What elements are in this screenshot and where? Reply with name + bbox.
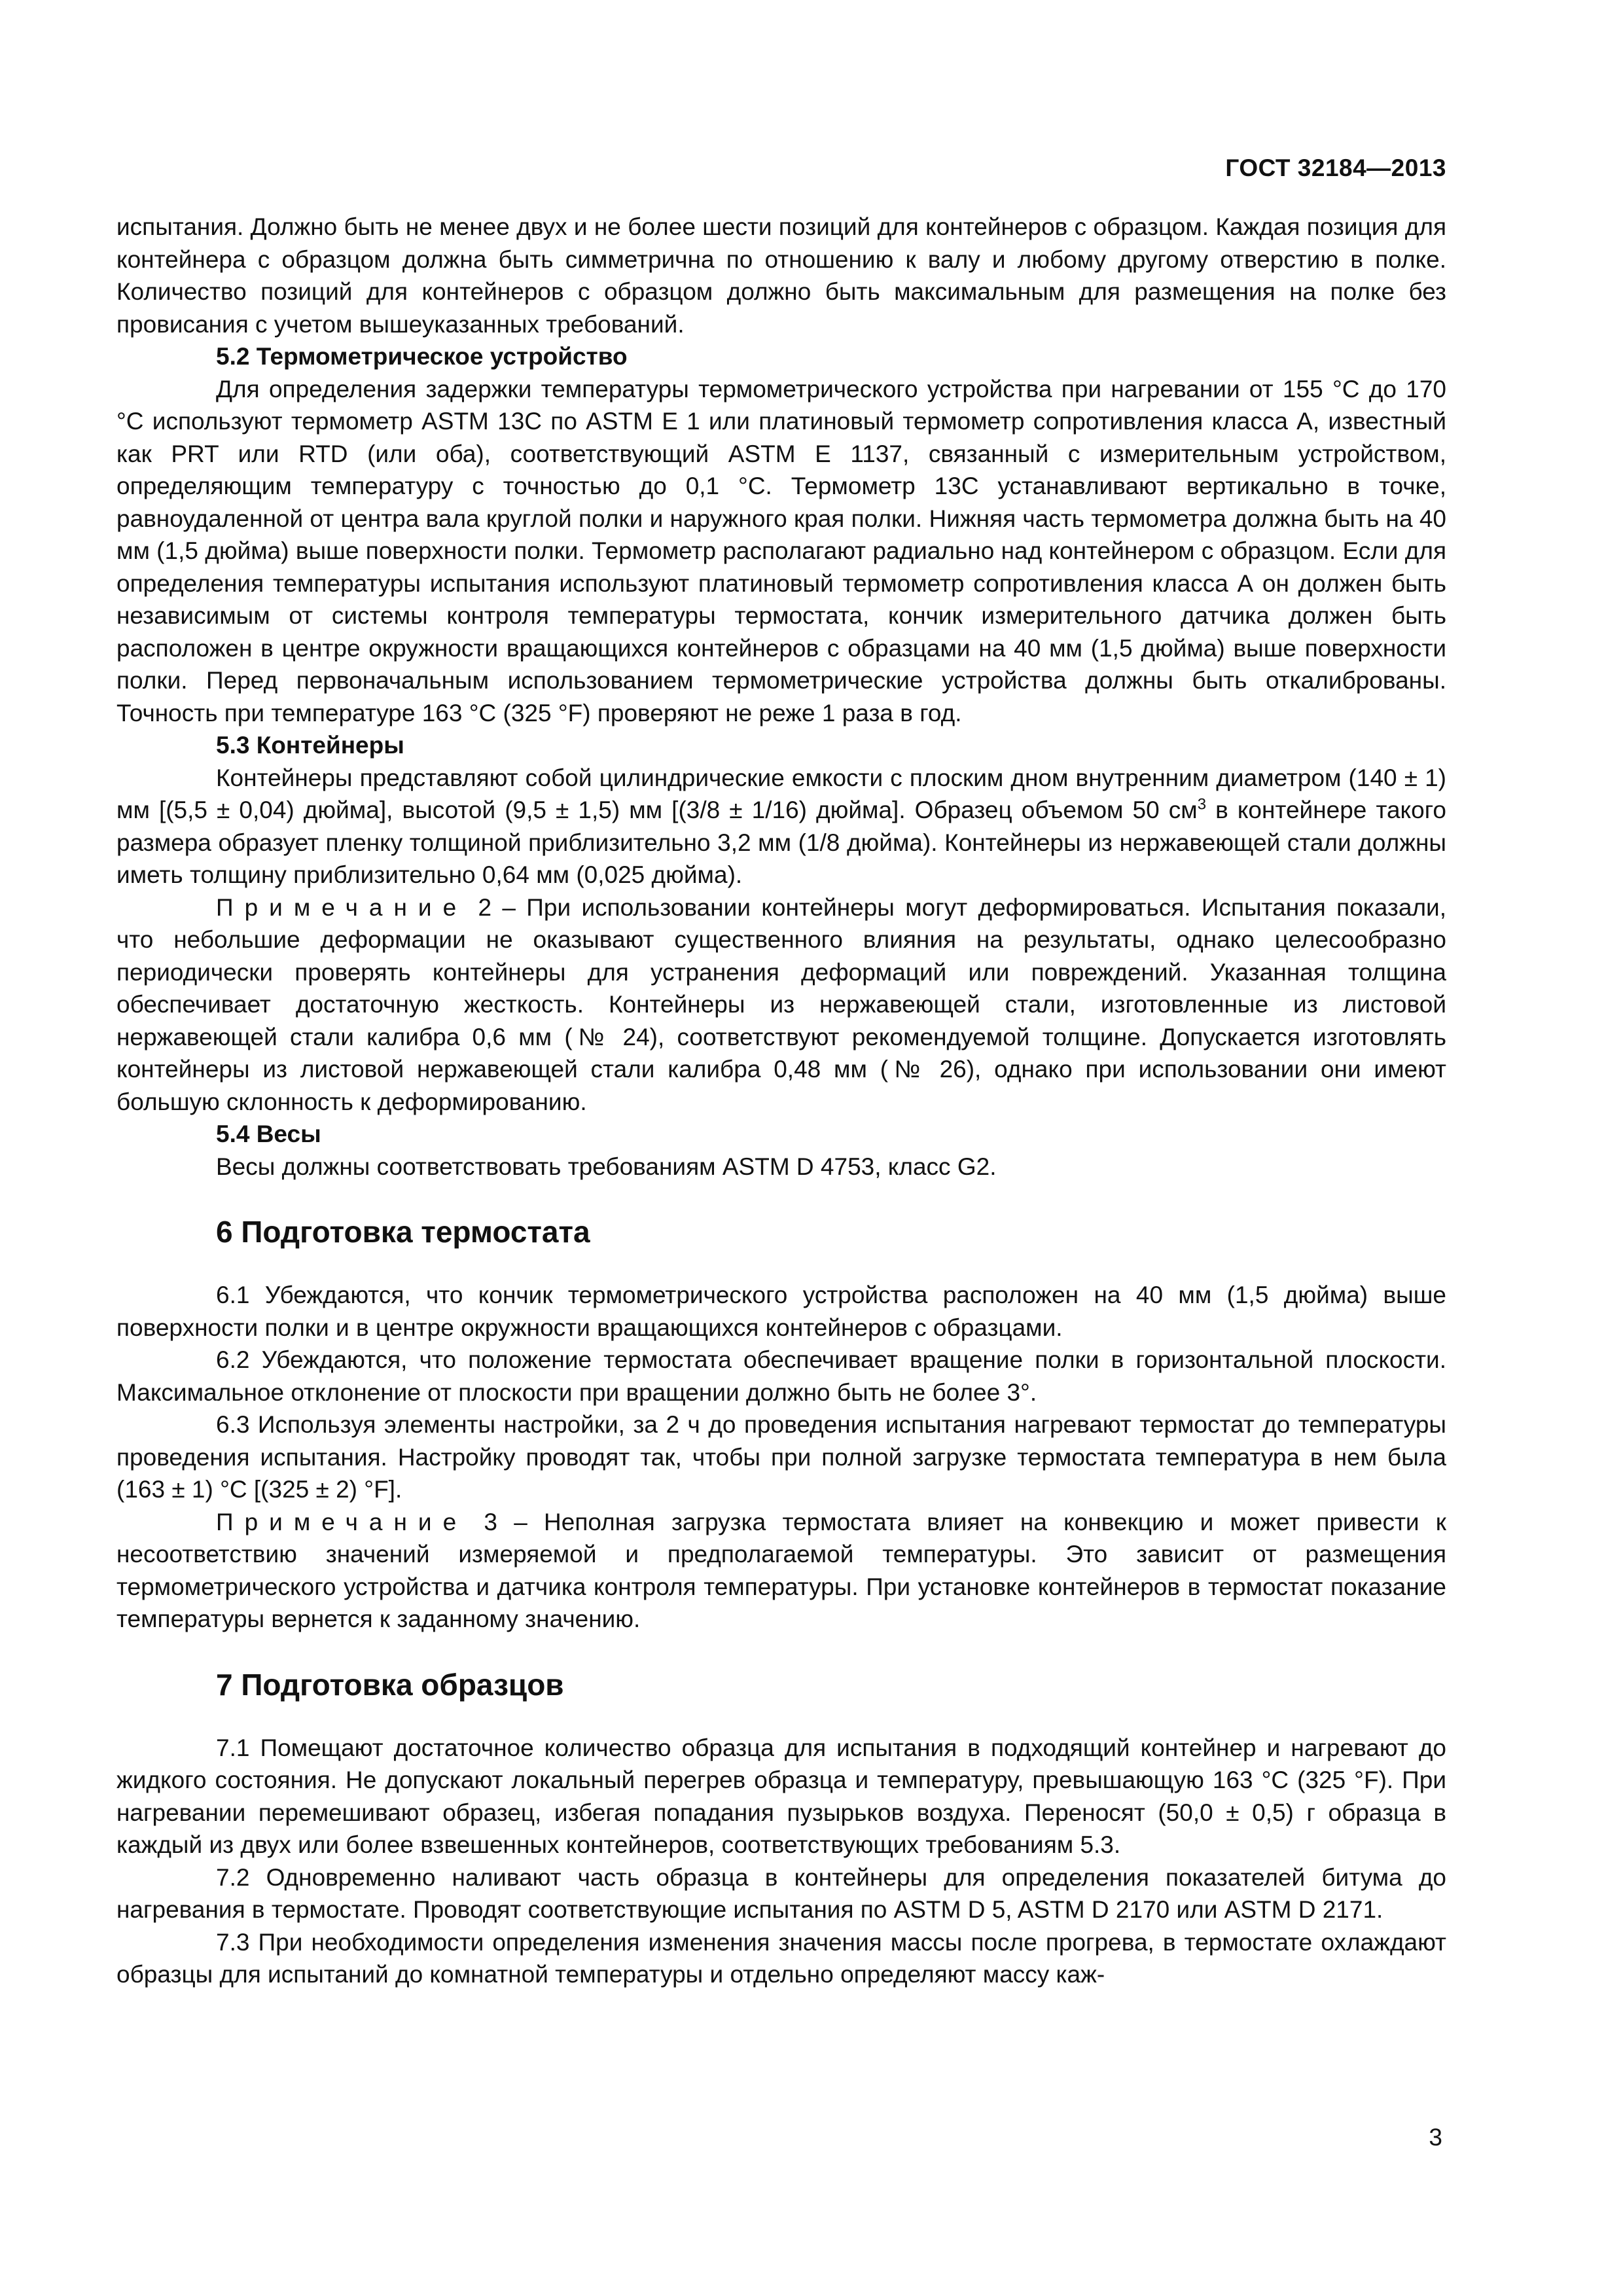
subsection-5-4-text: Весы должны соответствовать требованиям ASTM D 4753, класс G2. bbox=[216, 1153, 997, 1180]
section-7-heading: 7 Подготовка образцов bbox=[216, 1667, 564, 1702]
section-6-heading: 6 Подготовка термостата bbox=[216, 1215, 590, 1249]
note-3 bbox=[116, 1506, 1446, 1636]
clause-6-1: 6.1 Убеждаются, что кончик термометрического устройства расположен на 40 мм (1,5 дюйма) выше поверхности полки и в центре окружности вращающихся контейнеров с образцами. bbox=[116, 1282, 1446, 1341]
subsection-5-3-text bbox=[116, 762, 1446, 891]
document-number: ГОСТ 32184—2013 bbox=[1225, 154, 1446, 181]
subsection-5-4-heading: 5.4 Весы bbox=[216, 1121, 321, 1147]
clause-7-1: 7.1 Помещают достаточное количество образца для испытания в подходящий контейнер и нагревают до жидкого состояния. Не допускают локальный перегрев образца и температуру, превышающую 163 °С (325 °F). При нагревании перемешивают образец, избегая попадания пузырьков воздуха. Переносят (50,0 ± 0,5) г образца в каждый из двух или более взвешенных контейнеров, соответствующих требованиям 5.3. bbox=[116, 1734, 1446, 1858]
page-number: 3 bbox=[1429, 2124, 1442, 2151]
intro-paragraph: испытания. Должно быть не менее двух и не более шести позиций для контейнеров с образцом. Каждая позиция для контейнера с образцом должна быть симметрична по отношению к валу и любому другому отверстию в полке. Количество позиций для контейнеров с образцом должно быть максимальным для размещения на полке без провисания с учетом вышеуказанных требований. bbox=[116, 213, 1446, 338]
note-2-text: 2 – При использовании контейнеры могут деформироваться. Испытания показали, что небольшие деформации не оказывают существенного влияния на результаты, однако целесообразно периодически проверять контейнеры для устранения деформаций или повреждений. Указанная толщина обеспечивает достаточную жесткость. Контейнеры из нержавеющей стали, изготовленные из листовой нержавеющей стали калибра 0,6 мм (№ 24), соответствуют рекомендуемой толщине. Допускается изготовлять контейнеры из листовой нержавеющей стали калибра 0,48 мм (№ 26), однако при использовании они имеют большую склонность к деформированию. bbox=[116, 893, 1447, 1115]
subsection-5-2-text: Для определения задержки температуры термометрического устройства при нагревании от 155 °С до 170 °С используют термометр ASTM 13C по ASTM E 1 или платиновый термометр сопротивления класса А, известный как PRT или RTD (или оба), соответствующий ASTM E 1137, связанный с измерительным устройством, определяющим температуру с точностью до 0,1 °С. Термометр 13С устанавливают вертикально в точке, равноудаленной от центра вала круглой полки и наружного края полки. Нижняя часть термометра должна быть на 40 мм (1,5 дюйма) выше поверхности полки. Термометр располагают радиально над контейнером с образцом. Если для определения температуры испытания используют платиновый термометр сопротивления класса А он должен быть независимым от системы контроля температуры термостата, кончик измерительного датчика должен быть расположен в центре окружности вращающихся контейнеров с образцами на 40 мм (1,5 дюйма) выше поверхности полки. Перед первоначальным использованием термометрические устройства должны быть откалиброваны. Точность при температуре 163 °С (325 °F) проверяют не реже 1 раза в год. bbox=[116, 375, 1446, 726]
note-2 bbox=[116, 891, 1446, 1119]
subsection-5-3-text-a: Контейнеры представляют собой цилиндрические емкости с плоским дном внутренним диаметром (140 ± 1) мм [(5,5 ± 0,04) дюйма], высотой (9,5 ± 1,5) мм [(3/8 ± 1/16) дюйма]. Образец объемом 50 см bbox=[116, 764, 1446, 823]
subsection-5-3-heading: 5.3 Контейнеры bbox=[216, 732, 404, 759]
clause-7-2: 7.2 Одновременно наливают часть образца в контейнеры для определения показателей битума до нагревания в термостате. Проводят соответствующие испытания по ASTM D 5, ASTM D 2170 или ASTM D 2171. bbox=[116, 1863, 1446, 1923]
cubic-superscript: 3 bbox=[1197, 795, 1207, 814]
note-3-label: Примечание bbox=[216, 1508, 468, 1535]
note-3-text: 3 – Неполная загрузка термостата влияет на конвекцию и может привести к несоответствию значений измеряемой и предполагаемой температуры. Это зависит от размещения термометрического устройства и датчика контроля температуры. При установке контейнеров в термостат показание температуры вернется к заданному значению. bbox=[116, 1508, 1446, 1632]
document-body bbox=[116, 211, 1446, 1991]
subsection-5-2-heading: 5.2 Термометрическое устройство bbox=[216, 343, 628, 370]
note-2-label: Примечание bbox=[216, 893, 468, 921]
clause-6-3: 6.3 Используя элементы настройки, за 2 ч до проведения испытания нагревают термостат до температуры проведения испытания. Настройку проводят так, чтобы при полной загрузке термостата температура в нем была (163 ± 1) °С [(325 ± 2) °F]. bbox=[116, 1411, 1446, 1503]
clause-7-3: 7.3 При необходимости определения изменения значения массы после прогрева, в термостате охлаждают образцы для испытаний до комнатной температуры и отдельно определяют массу каж- bbox=[116, 1928, 1446, 1988]
clause-6-2: 6.2 Убеждаются, что положение термостата обеспечивает вращение полки в горизонтальной плоскости. Максимальное отклонение от плоскости при вращении должно быть не более 3°. bbox=[116, 1346, 1446, 1406]
subsection-5-3-text-b: в контейнере такого размера образует пленку толщиной приблизительно 3,2 мм (1/8 дюйма). Контейнеры из нержавеющей стали должны иметь толщину приблизительно 0,64 мм (0,025 дюйма). bbox=[116, 797, 1446, 888]
